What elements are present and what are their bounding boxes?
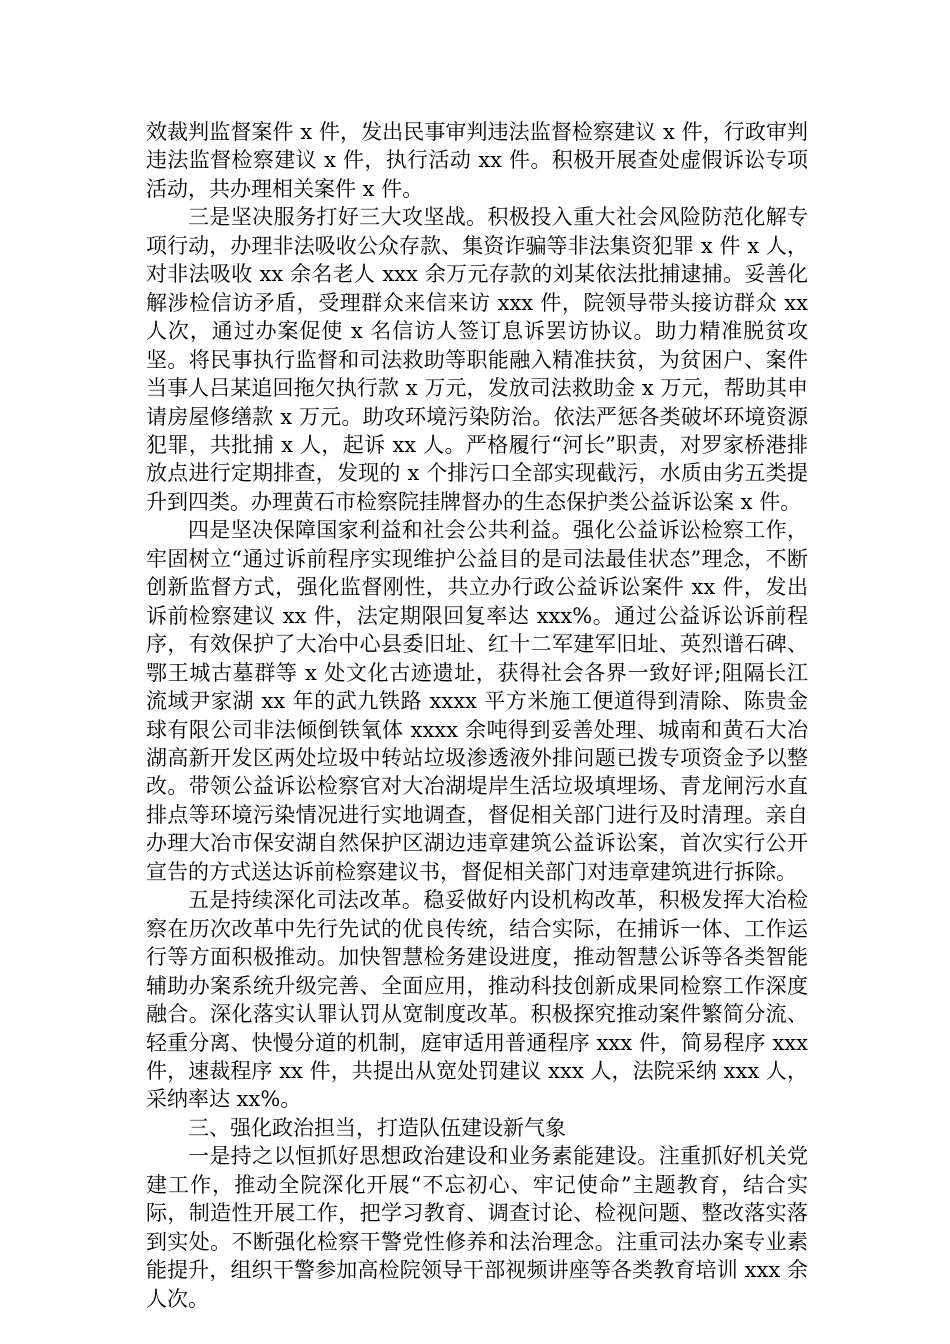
paragraph-4: 五是持续深化司法改革。稳妥做好内设机构改革，积极发挥大冶检察在历次改革中先行先试的优良传统，结合实际，在捕诉一体、工作运行等方面积极推动。加快智慧检务建设进度，推动智慧公诉等各类智能辅助办案系统升级完善、全面应用，推动科技创新成果同检察工作深度融合。深化落实认罪认罚从宽制度改革。积极探究推动案件繁简分流、轻重分离、快慢分道的机制，庭审适用普通程序 xxx 件，简易程序 xxx 件，速裁程序 xx 件，共提出从宽处罚建议 xxx 人，法院采纳 xxx 人，采纳率达 xx%。 [146, 888, 808, 1112]
document-body [146, 118, 808, 1313]
paragraph-3: 四是坚决保障国家利益和社会公共利益。强化公益诉讼检察工作，牢固树立“通过诉前程序实现维护公益目的是司法最佳状态”理念，不断创新监督方式，强化监督刚性，共立办行政公益诉讼案件 xx 件，发出诉前检察建议 xx 件，法定期限回复率达 xxx%。通过公益诉讼诉前程序，有效保护了大冶中心县委旧址、红十二军建军旧址、英烈谱石碑、鄂王城古墓群等 x 处文化古迹遗址，获得社会各界一致好评;阻隔长江流域尹家湖 xx 年的武九铁路 xxxx 平方米施工便道得到清除、陈贵金球有限公司非法倾倒铁氧体 xxxx 余吨得到妥善处理、城南和黄石大冶湖高新开发区两处垃圾中转站垃圾渗透液外排问题已拨专项资金予以整改。带领公益诉讼检察官对大冶湖堤岸生活垃圾填埋场、青龙闸污水直排点等环境污染情况进行实地调查，督促相关部门进行及时清理。亲自办理大冶市保安湖自然保护区湖边违章建筑公益诉讼案，首次实行公开宣告的方式送达诉前检察建议书，督促相关部门对违章建筑进行拆除。 [146, 518, 808, 884]
paragraph-2: 三是坚决服务打好三大攻坚战。积极投入重大社会风险防范化解专项行动，办理非法吸收公众存款、集资诈骗等非法集资犯罪 x 件 x 人，对非法吸收 xx 余名老人 xxx 余万元存款的刘某依法批捕逮捕。妥善化解涉检信访矛盾，受理群众来信来访 xxx 件，院领导带头接访群众 xx 人次，通过办案促使 x 名信访人签订息诉罢访协议。助力精准脱贫攻坚。将民事执行监督和司法救助等职能融入精准扶贫，为贫困户、案件当事人吕某追回拖欠执行款 x 万元，发放司法救助金 x 万元，帮助其申请房屋修缮款 x 万元。助攻环境污染防治。依法严惩各类破坏环境资源犯罪，共批捕 x 人，起诉 xx 人。严格履行“河长”职责，对罗家桥港排放点进行定期排查，发现的 x 个排污口全部实现截污，水质由劣五类提升到四类。办理黄石市检察院挂牌督办的生态保护类公益诉讼案 x 件。 [146, 205, 808, 514]
paragraph-5: 一是持之以恒抓好思想政治建设和业务素能建设。注重抓好机关党建工作，推动全院深化开展“不忘初心、牢记使命”主题教育，结合实际，制造性开展工作，把学习教育、调查讨论、检视问题、整改落实落到实处。不断强化检察干警党性修养和法治理念。注重司法办案专业素能提升，组织干警参加高检院领导干部视频讲座等各类教育培训 xxx 余人次。 [146, 1144, 808, 1311]
paragraph-1: 效裁判监督案件 x 件，发出民事审判违法监督检察建议 x 件，行政审判违法监督检察建议 x 件，执行活动 xx 件。积极开展查处虚假诉讼专项活动，共办理相关案件 x 件。 [146, 120, 808, 201]
section-heading: 三、强化政治担当，打造队伍建设新气象 [188, 1115, 566, 1140]
